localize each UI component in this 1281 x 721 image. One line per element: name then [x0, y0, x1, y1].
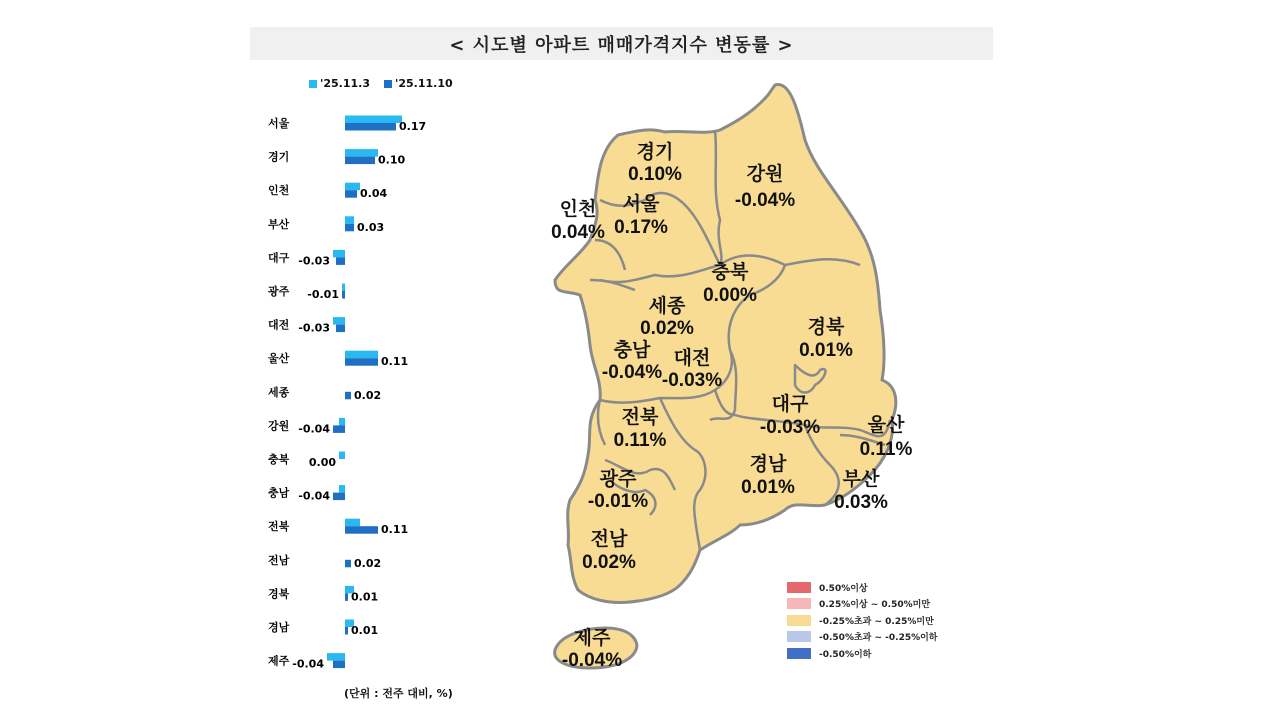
bar-series1 — [333, 250, 345, 258]
bar-series2 — [345, 526, 378, 534]
map-value-sejong: 0.02% — [640, 318, 694, 339]
map-legend-label: -0.50%이하 — [819, 649, 872, 660]
bar-series1 — [345, 351, 378, 359]
map-legend-row — [787, 579, 938, 596]
map-label-gangwon: 강원 — [746, 164, 784, 185]
value-label: 0.10 — [378, 153, 406, 167]
bar-series2 — [333, 425, 345, 433]
value-label: 0.17 — [399, 120, 427, 133]
map-value-gwangju: -0.01% — [587, 491, 649, 512]
map-legend — [787, 579, 938, 662]
chart-title: < 시도별 아파트 매매가격지수 변동률 > — [250, 27, 993, 60]
category-label: 부산 — [268, 217, 290, 231]
bar-series2 — [333, 493, 345, 501]
category-label: 인천 — [268, 184, 290, 198]
legend-label-series1: '25.11.3 — [320, 77, 370, 90]
map-value-jeonnam: 0.02% — [582, 552, 636, 573]
value-label: 0.00 — [308, 456, 336, 469]
map-legend-row — [787, 645, 938, 662]
category-label: 서울 — [268, 117, 290, 130]
value-label: -0.01 — [307, 288, 339, 301]
category-label: 경북 — [268, 587, 290, 601]
map-value-jeonbuk: 0.11% — [613, 430, 667, 451]
value-label: 0.03 — [357, 220, 385, 234]
map-value-gyeongbuk: 0.01% — [799, 340, 853, 361]
map-label-daegu: 대구 — [771, 394, 809, 415]
map-value-jeju: -0.04% — [561, 650, 623, 671]
bar-legend — [309, 77, 453, 90]
map-legend-swatch — [787, 648, 811, 659]
map-value-chungbuk: 0.00% — [703, 285, 757, 306]
map-legend-row — [787, 629, 938, 646]
map-legend-row — [787, 612, 938, 629]
map-legend-label: -0.50%초과 ~ -0.25%이하 — [819, 633, 938, 644]
bar-series2 — [336, 325, 345, 333]
map-value-daejeon: -0.03% — [661, 370, 723, 391]
map-value-busan: 0.03% — [834, 492, 888, 513]
value-label: -0.03 — [298, 254, 330, 268]
value-label: -0.03 — [298, 321, 330, 335]
legend-item-series2 — [384, 77, 453, 90]
category-label: 대구 — [268, 251, 290, 265]
category-label: 강원 — [268, 419, 290, 433]
unit-note: (단위 : 전주 대비, %) — [344, 687, 453, 700]
category-label: 울산 — [268, 352, 290, 366]
map-value-incheon: 0.04% — [551, 222, 605, 243]
bar-series2 — [345, 358, 378, 366]
bar-series2 — [342, 291, 345, 299]
bar-series1 — [333, 317, 345, 325]
map-label-jeonbuk: 전북 — [621, 407, 659, 428]
value-label: 0.11 — [381, 523, 409, 537]
bar-series2 — [333, 661, 345, 669]
map-label-chungnam: 충남 — [613, 340, 651, 361]
bar-series2 — [345, 157, 375, 165]
category-label: 제주 — [268, 654, 290, 668]
map-label-jeonnam: 전남 — [590, 529, 628, 550]
bar-series2 — [345, 593, 348, 601]
legend-swatch-series1 — [309, 80, 317, 88]
bar-series1 — [339, 452, 345, 460]
bar-series1 — [345, 216, 354, 224]
category-label: 광주 — [268, 285, 290, 298]
map-value-gyeonggi: 0.10% — [628, 164, 682, 185]
bar-series2 — [345, 123, 396, 131]
category-label: 충북 — [268, 453, 290, 466]
value-label: -0.04 — [298, 489, 330, 503]
map-label-busan: 부산 — [842, 469, 880, 490]
map-legend-label: -0.25%초과 ~ 0.25%미만 — [819, 616, 934, 627]
legend-item-series1 — [309, 77, 370, 90]
map-label-jeju: 제주 — [573, 628, 611, 649]
bar-series2 — [345, 392, 351, 400]
map-value-chungnam: -0.04% — [601, 362, 663, 383]
map-label-incheon: 인천 — [559, 199, 597, 220]
map-label-gyeonggi: 경기 — [636, 142, 674, 163]
map-value-daegu: -0.03% — [759, 417, 821, 438]
value-label: 0.02 — [354, 556, 382, 570]
map-legend-label: 0.25%이상 ~ 0.50%미만 — [819, 600, 931, 611]
map-legend-swatch — [787, 615, 811, 626]
category-label: 경남 — [268, 621, 290, 634]
bar-series2 — [345, 560, 351, 568]
bar-series1 — [327, 653, 345, 661]
map-legend-label: 0.50%이상 — [819, 583, 868, 594]
category-label: 전북 — [268, 520, 290, 534]
value-label: -0.04 — [298, 422, 330, 436]
value-label: -0.04 — [292, 657, 324, 671]
category-label: 경기 — [268, 150, 290, 164]
bar-series1 — [345, 149, 378, 157]
value-label: 0.11 — [381, 355, 409, 369]
bar-series1 — [342, 284, 345, 292]
map-legend-swatch — [787, 598, 811, 609]
bar-series1 — [345, 116, 402, 124]
legend-label-series2: '25.11.10 — [395, 77, 453, 90]
value-label: 0.04 — [360, 187, 388, 201]
map-value-ulsan: 0.11% — [859, 439, 913, 460]
bar-series1 — [345, 183, 360, 191]
map-value-gangwon: -0.04% — [734, 190, 796, 211]
map-label-gwangju: 광주 — [599, 469, 637, 490]
category-label: 세종 — [268, 385, 290, 399]
map-value-gyeongnam: 0.01% — [741, 477, 795, 498]
bar-series2 — [345, 224, 354, 232]
category-label: 충남 — [268, 486, 290, 500]
category-label: 전남 — [268, 553, 290, 567]
map-label-ulsan: 울산 — [867, 415, 905, 436]
map-label-sejong: 세종 — [648, 296, 686, 317]
map-legend-swatch — [787, 582, 811, 593]
bar-chart — [250, 95, 500, 680]
map-label-seoul: 서울 — [622, 194, 660, 215]
category-label: 대전 — [268, 318, 290, 332]
value-label: 0.01 — [351, 624, 379, 637]
legend-swatch-series2 — [384, 80, 392, 88]
map-legend-swatch — [787, 631, 811, 642]
map-label-chungbuk: 충북 — [711, 262, 749, 283]
bar-series1 — [339, 418, 345, 426]
bar-series2 — [336, 257, 345, 265]
map-value-seoul: 0.17% — [614, 217, 668, 238]
bar-series1 — [345, 519, 360, 527]
map-label-gyeongbuk: 경북 — [807, 317, 845, 338]
map-legend-row — [787, 596, 938, 613]
map-label-daejeon: 대전 — [673, 348, 711, 369]
map-label-gyeongnam: 경남 — [749, 454, 787, 475]
bar-series2 — [345, 627, 348, 635]
bar-series2 — [345, 190, 357, 198]
value-label: 0.01 — [351, 590, 379, 604]
value-label: 0.02 — [354, 388, 382, 402]
bar-series1 — [339, 485, 345, 493]
